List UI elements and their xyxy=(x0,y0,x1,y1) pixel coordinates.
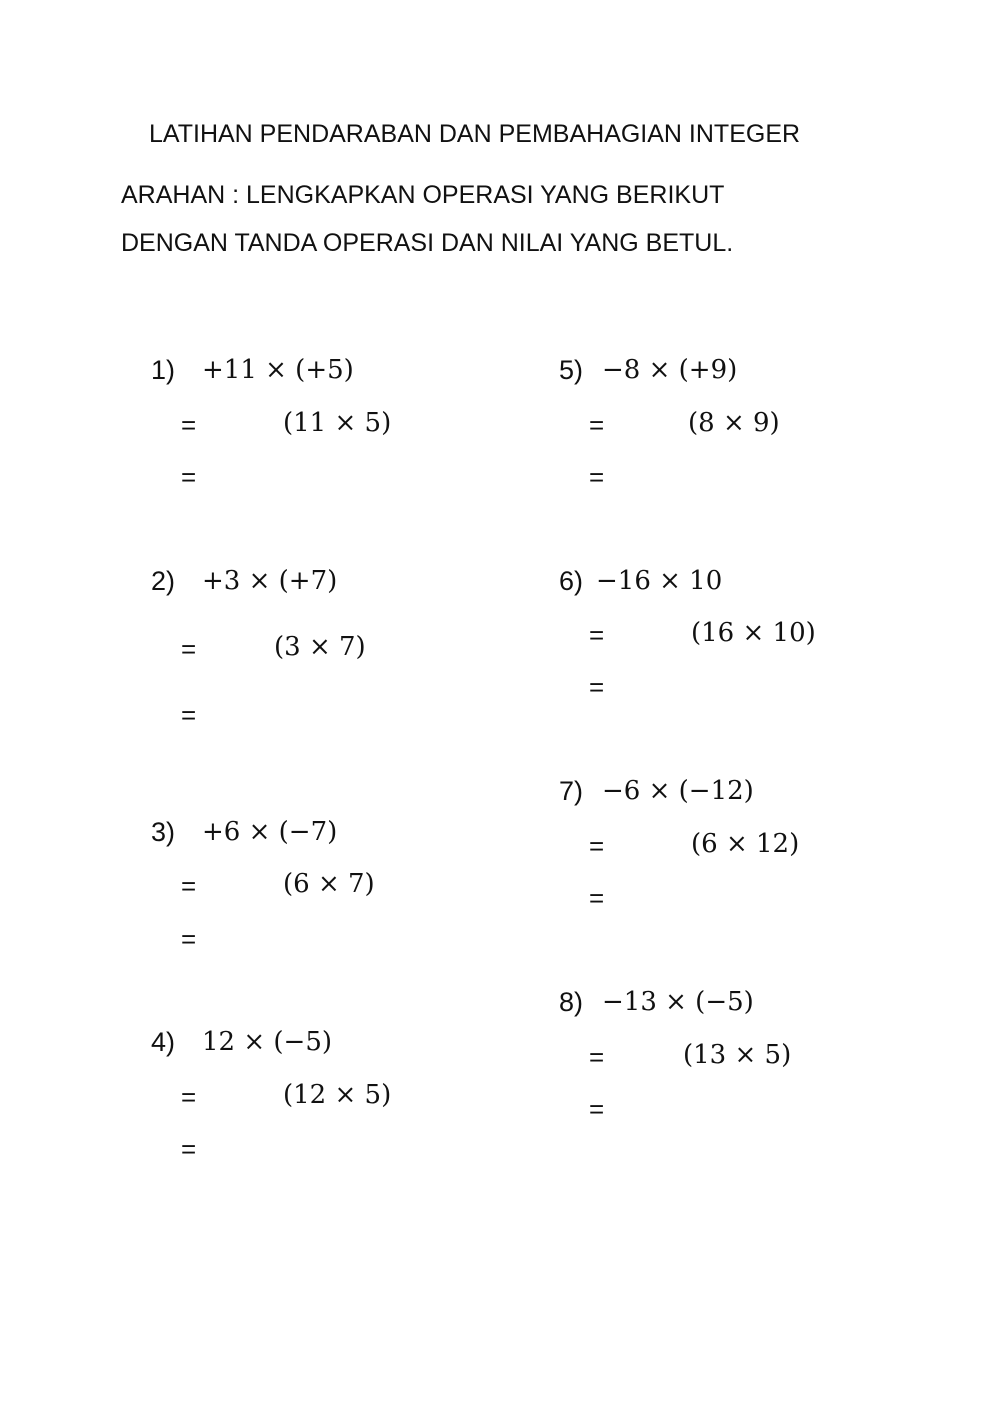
equals-sign: = xyxy=(181,700,197,730)
equals-sign: = xyxy=(181,1082,197,1112)
equals-sign: = xyxy=(589,1094,605,1124)
question-number: 6) xyxy=(559,566,584,596)
equals-sign: = xyxy=(181,924,197,954)
question-expression: −8 × (+9) xyxy=(602,355,738,385)
working-step: (13 × 5) xyxy=(683,1040,792,1070)
question-number: 8) xyxy=(559,987,584,1017)
working-step: (11 × 5) xyxy=(283,408,392,438)
equals-sign: = xyxy=(589,462,605,492)
working-step: (16 × 10) xyxy=(691,618,816,648)
question-number: 5) xyxy=(559,355,584,385)
equals-sign: = xyxy=(589,410,605,440)
working-step: (12 × 5) xyxy=(283,1080,392,1110)
question-number: 4) xyxy=(151,1027,176,1057)
instruction-line-1: ARAHAN : LENGKAPKAN OPERASI YANG BERIKUT xyxy=(121,181,725,209)
working-step: (8 × 9) xyxy=(688,408,780,438)
equals-sign: = xyxy=(589,831,605,861)
equals-sign: = xyxy=(181,462,197,492)
question-expression: 12 × (−5) xyxy=(202,1027,333,1057)
equals-sign: = xyxy=(589,620,605,650)
equals-sign: = xyxy=(589,672,605,702)
question-expression: +6 × (−7) xyxy=(202,817,338,847)
working-step: (6 × 7) xyxy=(283,869,375,899)
equals-sign: = xyxy=(181,410,197,440)
working-step: (3 × 7) xyxy=(274,632,366,662)
question-number: 2) xyxy=(151,566,176,596)
equals-sign: = xyxy=(181,1134,197,1164)
working-step: (6 × 12) xyxy=(691,829,800,859)
question-number: 1) xyxy=(151,355,176,385)
equals-sign: = xyxy=(181,634,197,664)
equals-sign: = xyxy=(589,1042,605,1072)
question-expression: +3 × (+7) xyxy=(202,566,338,596)
page-title: LATIHAN PENDARABAN DAN PEMBAHAGIAN INTEGER xyxy=(149,120,801,148)
instruction-line-2: DENGAN TANDA OPERASI DAN NILAI YANG BETUL. xyxy=(121,229,734,257)
question-expression: −16 × 10 xyxy=(596,566,723,596)
question-expression: +11 × (+5) xyxy=(202,355,354,385)
question-expression: −13 × (−5) xyxy=(602,987,754,1017)
equals-sign: = xyxy=(181,871,197,901)
equals-sign: = xyxy=(589,883,605,913)
question-number: 3) xyxy=(151,817,176,847)
question-number: 7) xyxy=(559,776,584,806)
question-expression: −6 × (−12) xyxy=(602,776,754,806)
